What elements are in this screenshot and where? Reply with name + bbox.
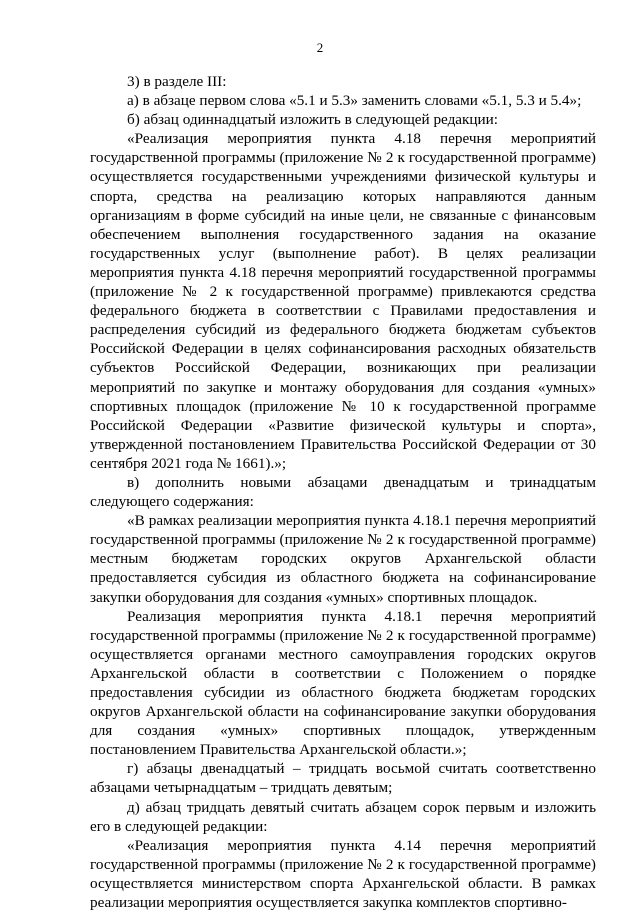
page-number: 2 [316,40,324,55]
paragraph-quoted-text-4-18-1: «В рамках реализации мероприятия пункта 4.18.1 перечня мероприятий государственной программы (приложение № 2 к государственной программе) местным бюджетам городских округов Архангельской области предоставляется субсидия из областного бюджета на софинансирование закупки оборудования для создания «умных» спортивных площадок. [90,512,596,606]
paragraph-subitem-d: д) абзац тридцать девятый считать абзацем сорок первым и изложить его в следующей редакции: [90,798,596,835]
paragraph-quoted-text-4-14: «Реализация мероприятия пункта 4.14 перечня мероприятий государственной программы (приложение № 2 к государственной программе) осуществляется министерством спорта Архангельской области. В рамках реализации мероприятия осуществляется закупка комплектов спортивно- [90,836,596,912]
paragraph-subitem-a: а) в абзаце первом слова «5.1 и 5.3» заменить словами «5.1, 5.3 и 5.4»; [127,92,582,110]
paragraph-subitem-b: б) абзац одиннадцатый изложить в следующей редакции: [127,111,499,129]
paragraph-implementation-4-18-1: Реализация мероприятия пункта 4.18.1 перечня мероприятий государственной программы (приложение № 2 к государственной программе) осуществляется органами местного самоуправления городских округов Архангельской области в соответствии с Положением о порядке предоставления субсидии из областного бюджета бюджетам городских округов Архангельской области на софинансирование закупки оборудования для создания «умных» спортивных площадок, утвержденным постановлением Правительства Архангельской области.»; [90,607,596,759]
paragraph-section-item: 3) в разделе III: [127,73,227,90]
paragraph-subitem-v: в) дополнить новыми абзацами двенадцатым и тринадцатым следующего содержания: [90,473,596,511]
paragraph-subitem-g: г) абзацы двенадцатый – тридцать восьмой считать соответственно абзацами четырнадцатым – тридцать девятым; [90,760,596,797]
paragraph-quoted-text-4-18: «Реализация мероприятия пункта 4.18 перечня мероприятий государственной программы (приложение № 2 к государственной программе) осуществляется государственными учреждениями физической культуры и спорта, средства на реализацию которых направляются данным организациям в форме субсидий на иные цели, не связанные с финансовым обеспечением выполнения государственного задания на оказание государственных услуг (выполнение работ). В целях реализации мероприятия пункта 4.18 перечня мероприятий государственной программы (приложение № 2 к государственной программе) привлекаются средства федерального бюджета в соответствии с Правилами предоставления и распределения субсидий из федерального бюджета бюджетам субъектов Российской Федерации в целях софинансирования расходных обязательств субъектов Российской Федерации, возникающих при реализации мероприятий по закупке и монтажу оборудования для создания «умных» спортивных площадок (приложение № 10 к государственной программе Российской Федерации «Развитие физической культуры и спорта», утвержденной постановлением Правительства Российской Федерации от 30 сентября 2021 года № 1661).»; [90,130,596,472]
document-body [90,72,596,912]
